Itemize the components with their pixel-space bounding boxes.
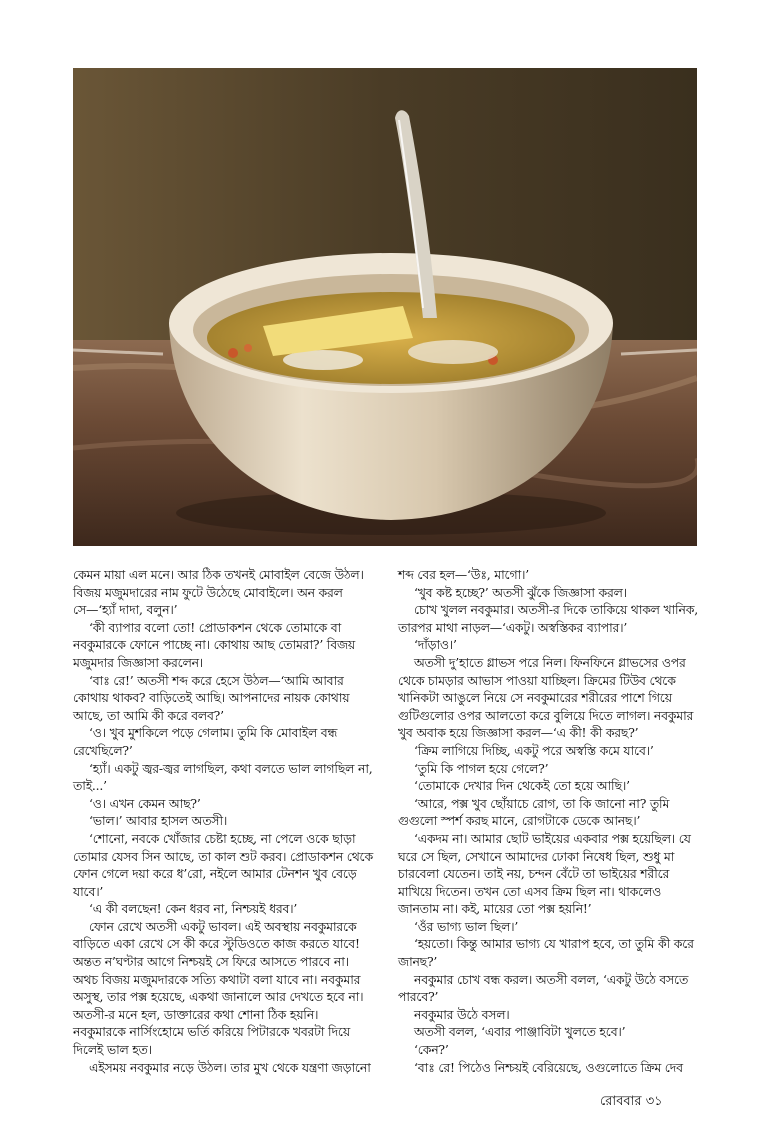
text-line: তোমার যেসব সিন আছে, তা কাল শুট করব। প্রোডাকশন থেকে (73, 848, 373, 864)
text-line: ‘আরে, পক্স খুব ছোঁয়াচে রোগ, তা কি জানো না? তুমি (414, 795, 670, 811)
text-line: অন্তত ন’ঘণ্টার আগে নিশ্চয়ই সে ফিরে আসতে পারবে না। (73, 954, 349, 970)
soup-bowl-photo (73, 68, 697, 546)
text-line: ‘ও। খুব মুশকিলে পড়ে গেলাম। তুমি কি মোবাইল বন্ধ (89, 725, 338, 741)
text-line: অথচ বিজয় মজুমদারকে সত্যি কথাটা বলা যাবে না। নবকুমার (73, 971, 361, 987)
text-line: থেকে চামড়ার আভাস পাওয়া যাচ্ছিল। ক্রিমের টিউব থেকে (398, 672, 676, 688)
text-line: ‘বাঃ রে! পিঠেও নিশ্চয়ই বেরিয়েছে, ওগুলোতে ক্রিম দেব (414, 1059, 683, 1075)
text-line: ঘরে সে ছিল, সেখানে আমাদের ঢোকা নিষেধ ছিল, শুধু মা (398, 848, 675, 864)
text-line: ‘তুমি কি পাগল হয়ে গেলে?’ (414, 760, 549, 776)
text-line: অতসী বলল, ‘এবার পাঞ্জাবিটা খুলতে হবে।’ (414, 1024, 626, 1040)
text-line: ‘খুব কষ্ট হচ্ছে?’ অতসী ঝুঁকে জিজ্ঞাসা করল। (414, 584, 627, 600)
text-line: শব্দ বের হল—‘উঃ, মাগো।’ (398, 567, 529, 582)
text-line: ফোন গেলে দয়া করে ধ’রো, নইলে আমার টেনশন খুব বেড়ে (73, 866, 357, 882)
text-line: এইসময় নবকুমার নড়ে উঠল। তার মুখ থেকে যন্ত্রণা জড়ানো (89, 1059, 371, 1075)
soup-bowl-illustration (73, 68, 697, 546)
page-number-footer: রোববার ৩১ (600, 1094, 663, 1109)
text-line: তারপর মাথা নাড়ল—‘একটু। অস্বস্তিকর ব্যাপার।’ (398, 619, 628, 635)
text-line: নবকুমার উঠে বসল। (414, 1006, 510, 1022)
text-line: যাবে।’ (73, 883, 104, 899)
text-line: ‘ক্রিম লাগিয়ে দিচ্ছি, একটু পরে অস্বস্তি কমে যাবে।’ (414, 742, 654, 758)
text-line: কোথায় থাকব? বাড়িতেই আছি। আপনাদের নায়ক কোথায় (73, 690, 350, 706)
text-line: রেখেছিলে?’ (73, 742, 133, 758)
text-line: তাই...’ (73, 778, 107, 794)
text-line: ‘ও। এখন কেমন আছ?’ (89, 795, 201, 811)
text-line: ‘হয়তো। কিন্তু আমার ভাগ্য যে খারাপ হবে, তা তুমি কী করে (414, 936, 694, 952)
text-line: দিলেই ভাল হত। (73, 1042, 152, 1058)
text-line: সে—‘হ্যাঁ দাদা, বলুন।’ (73, 602, 178, 618)
text-line: বিজয় মজুমদারের নাম ফুটে উঠেছে মোবাইলে। অন করল (73, 584, 343, 600)
text-line: পারবে?’ (398, 989, 439, 1005)
text-line: ‘কী ব্যাপার বলো তো! প্রোডাকশন থেকে তোমাকে বা (89, 619, 342, 635)
text-line: চারবেলা যেতেন। তাই নয়, চন্দন বেঁটে তা ভাইয়ের শরীরে (398, 866, 670, 882)
text-line: মজুমদার জিজ্ঞাসা করলেন। (73, 654, 204, 670)
right-text-column (398, 566, 698, 1076)
text-line: ‘বাঃ রে!’ অতসী শব্দ করে হেসে উঠল—‘আমি আবার (89, 672, 344, 688)
text-line: খুব অবাক হয়ে জিজ্ঞাসা করল—‘এ কী! কী করছ?’ (398, 725, 639, 741)
text-line: ‘শোনো, নবকে খোঁজার চেষ্টা হচ্ছে, না পেলে ওকে ছাড়া (89, 830, 356, 846)
text-line: মাখিয়ে দিতেন। তখন তো এসব ক্রিম ছিল না। থাকলেও (398, 883, 662, 899)
text-line: খানিকটা আঙুলে নিয়ে সে নবকুমারের শরীরের পাশে গিয়ে (398, 690, 672, 706)
text-line: ফোন রেখে অতসী একটু ভাবল। এই অবস্থায় নবকুমারকে (89, 918, 357, 934)
text-line: নবকুমারকে ফোনে পাচ্ছে না। কোথায় আছ তোমরা?’ বিজয় (73, 637, 356, 653)
text-line: বাড়িতে একা রেখে সে কী করে স্টুডিওতে কাজ করতে যাবে! (73, 936, 360, 952)
text-line: আছে, তা আমি কী করে বলব?’ (73, 707, 224, 723)
text-line: ‘দাঁড়াও।’ (414, 637, 457, 653)
text-line: চোখ খুলল নবকুমার। অতসী-র দিকে তাকিয়ে থাকল খানিক, (414, 602, 698, 618)
text-line: অসুস্থ, তার পক্স হয়েছে, একথা জানালে আর দেখতে হবে না। (73, 989, 364, 1005)
text-line: ‘ওঁর ভাগ্য ভাল ছিল।’ (414, 918, 519, 934)
text-line: ‘তোমাকে দেখার দিন থেকেই তো হয়ে আছি।’ (414, 778, 630, 794)
text-line: গুগুলো স্পর্শ করছ মানে, রোগটাকে ডেকে আনছ।’ (398, 813, 641, 829)
left-text-column (73, 566, 373, 1076)
text-line: জানতাম না। কই, মায়ের তো পক্স হয়নি!’ (398, 901, 592, 917)
text-line: ‘ভাল।’ আবার হাসল অতসী। (89, 813, 228, 829)
text-line: কেমন মায়া এল মনে। আর ঠিক তখনই মোবাইল বেজে উঠল। (73, 567, 364, 582)
text-line: অতসী-র মনে হল, ডাক্তারের কথা শোনা ঠিক হয়নি। (73, 1006, 319, 1022)
text-line: ‘একদম না। আমার ছোট ভাইয়ের একবার পক্স হয়েছিল। যে (414, 830, 691, 846)
text-line: ‘এ কী বলছেন! কেন ধরব না, নিশ্চয়ই ধরব।’ (89, 901, 298, 917)
text-line: নবকুমার চোখ বন্ধ করল। অতসী বলল, ‘একটু উঠে বসতে (414, 971, 689, 987)
text-line: জানছ?’ (398, 954, 438, 970)
text-line: ‘হ্যাঁ। একটু জ্বর-জ্বর লাগছিল, কথা বলতে ভাল লাগছিল না, (89, 760, 373, 776)
text-line: ‘কেন?’ (414, 1042, 449, 1058)
text-line: অতসী দু’হাতে গ্লাভস পরে নিল। ফিনফিনে গ্লাভসের ওপর (414, 654, 686, 670)
text-line: নবকুমারকে নার্সিংহোমে ভর্তি করিয়ে পিটারকে খবরটা দিয়ে (73, 1024, 350, 1040)
text-line: গুটিগুলোর ওপর আলতো করে বুলিয়ে দিতে লাগল। নবকুমার (398, 707, 694, 723)
